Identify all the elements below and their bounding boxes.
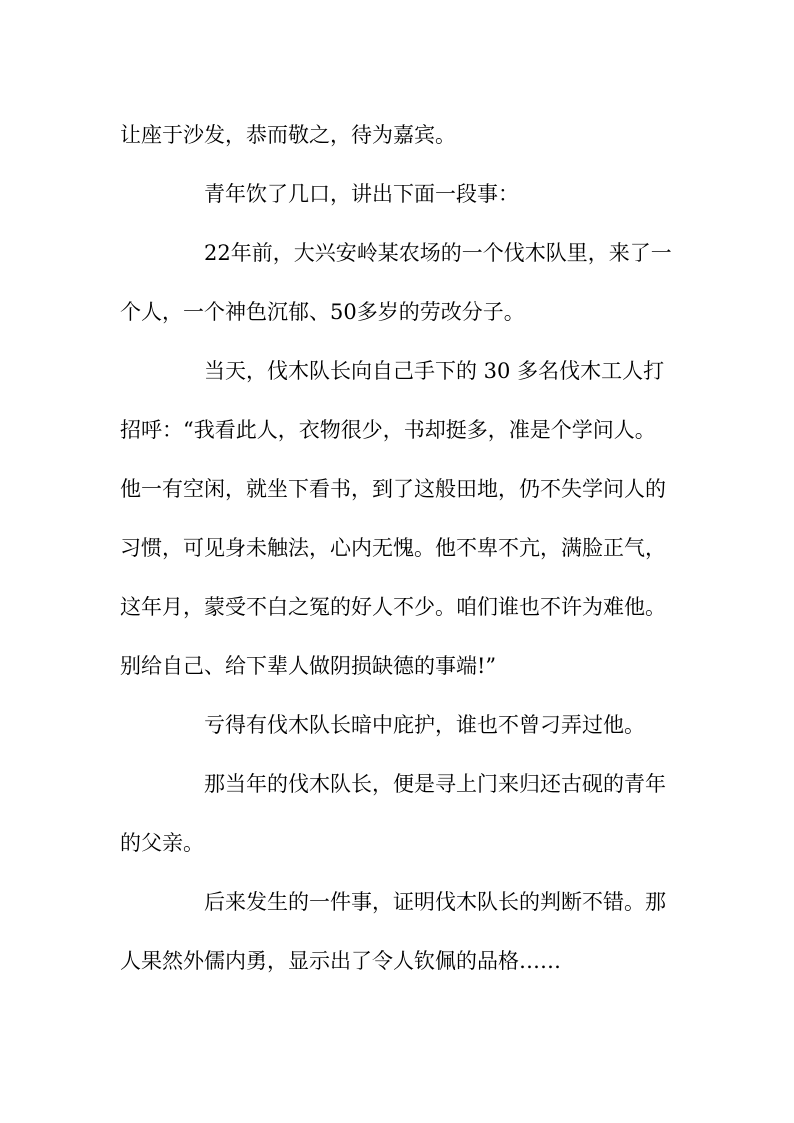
text-line: 青年饮了几口，讲出下面一段事： — [204, 182, 519, 206]
document-body — [120, 106, 680, 991]
text-line: 招呼：“我看此人，衣物很少，书却挺多，准是个学问人。 — [120, 418, 656, 442]
text-line: 那当年的伐木队长，便是寻上门来归还古砚的青年 — [204, 772, 666, 796]
text-line: 让座于沙发，恭而敬之，待为嘉宾。 — [120, 123, 456, 147]
text-line: 当天，伐木队长向自己手下的 30 多名伐木工人打 — [204, 359, 665, 383]
text-line: 22年前，大兴安岭某农场的一个伐木队里，来了一 — [204, 241, 672, 265]
text-line: 个人，一个神色沉郁、50多岁的劳改分子。 — [120, 300, 525, 324]
text-line: 别给自己、给下辈人做阴损缺德的事端!” — [120, 654, 497, 678]
text-line: 这年月，蒙受不白之冤的好人不少。咱们谁也不许为难他。 — [120, 595, 666, 619]
text-line: 他一有空闲，就坐下看书，到了这般田地，仍不失学问人的 — [120, 477, 666, 501]
text-line: 亏得有伐木队长暗中庇护，谁也不曾刁弄过他。 — [204, 713, 645, 737]
text-line: 习惯，可见身未触法，心内无愧。他不卑不亢，满脸正气， — [120, 536, 666, 560]
text-line: 后来发生的一件事，证明伐木队长的判断不错。那 — [204, 890, 666, 914]
text-line: 人果然外儒内勇，显示出了令人钦佩的品格…… — [120, 949, 561, 973]
text-line: 的父亲。 — [120, 831, 204, 855]
